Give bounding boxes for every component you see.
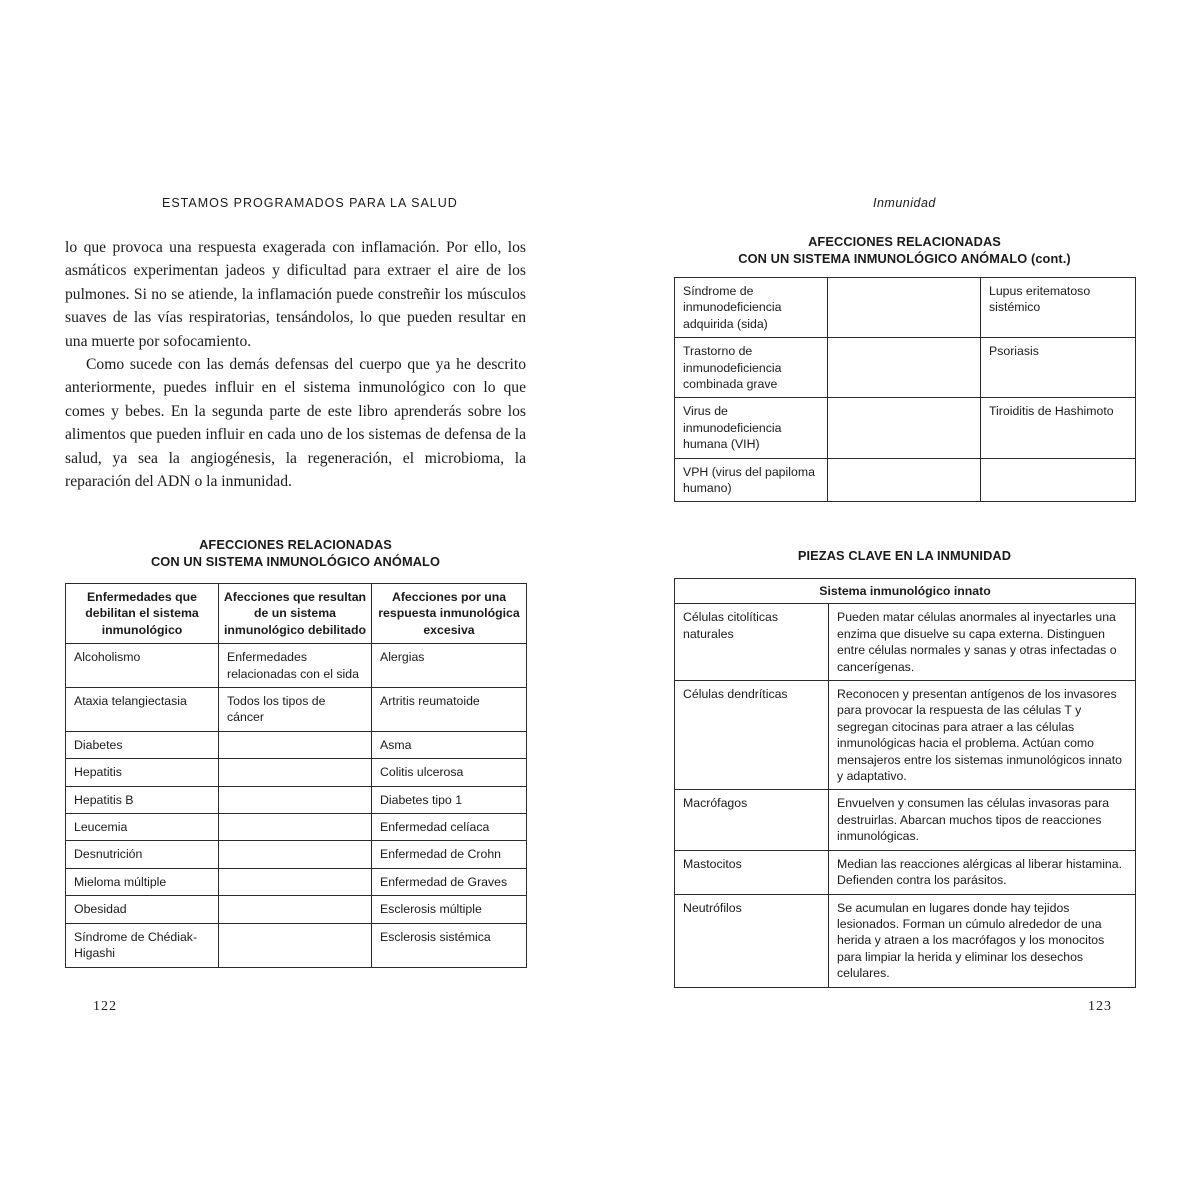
table-header-row xyxy=(675,579,1136,604)
body-text xyxy=(65,236,526,493)
table-row xyxy=(675,458,1136,502)
table-cell xyxy=(828,278,981,338)
table-cell: Esclerosis sistémica xyxy=(372,923,527,967)
right-page xyxy=(600,0,1200,1200)
table-title-key-pieces: PIEZAS CLAVE EN LA INMUNIDAD xyxy=(797,548,1012,563)
table-cell xyxy=(219,786,372,813)
table-cell: Desnutrición xyxy=(66,841,219,868)
table-cell: Psoriasis xyxy=(981,338,1136,398)
table-title-affections-cont xyxy=(674,233,1135,267)
table-cell: Asma xyxy=(372,731,527,758)
table-cell: Células citolíticas naturales xyxy=(675,604,829,681)
table-cell: VPH (virus del papiloma humano) xyxy=(675,458,828,502)
affections-table-cont xyxy=(674,277,1136,502)
header-cell: Afecciones por una respuesta inmunológica excesiva xyxy=(372,584,527,644)
running-head-right: Inmunidad xyxy=(873,196,936,210)
table-header-row xyxy=(66,584,527,644)
paragraph-1: lo que provoca una respuesta exagerada con inflamación. Por ello, los asmáticos experimentan jadeos y dificultad para extraer el aire de los pulmones. Si no se atiende, la inflamación puede constreñir los músculos suaves de las vías respiratorias, tensándolos, lo que pueden resultar en una muerte por sofocamiento. xyxy=(65,239,526,350)
table-title-line-1: AFECCIONES RELACIONADAS xyxy=(808,234,1001,249)
table-row xyxy=(675,894,1136,987)
table-title-affections xyxy=(65,536,526,570)
table-row xyxy=(675,681,1136,790)
table-cell xyxy=(219,868,372,895)
table-row xyxy=(675,278,1136,338)
running-head-left: ESTAMOS PROGRAMADOS PARA LA SALUD xyxy=(162,196,458,210)
header-cell-innate-system: Sistema inmunológico innato xyxy=(675,579,1136,604)
table-cell xyxy=(219,923,372,967)
table-cell: Envuelven y consumen las células invasoras para destruirlas. Abarcan muchos tipos de reacciones inmunológicas. xyxy=(829,790,1136,850)
table-title-line-1: AFECCIONES RELACIONADAS xyxy=(199,537,392,552)
table-row xyxy=(675,604,1136,681)
table-row xyxy=(66,688,527,732)
table-cell: Reconocen y presentan antígenos de los invasores para provocar la respuesta de las células T y segregan citocinas para atraer a las células inmunológicas hacia el problema. Actúan como mensajeros entre los sistemas inmunológicos innato y adaptativo. xyxy=(829,681,1136,790)
table-cell xyxy=(828,338,981,398)
table-cell xyxy=(219,841,372,868)
table-cell: Mieloma múltiple xyxy=(66,868,219,895)
paragraph-2: Como sucede con las demás defensas del cuerpo que ya he descrito anteriormente, puedes influir en el sistema inmunológico con lo que comes y bebes. En la segunda parte de este libro aprenderás sobre los alimentos que pueden influir en cada uno de los sistemas de defensa de la salud, ya sea la angiogénesis, la regeneración, el microbioma, la reparación del ADN o la inmunidad. xyxy=(65,356,526,491)
table-cell xyxy=(219,759,372,786)
table-cell: Células dendríticas xyxy=(675,681,829,790)
table-cell: Alcoholismo xyxy=(66,644,219,688)
header-cell: Afecciones que resultan de un sistema inmunológico debilitado xyxy=(219,584,372,644)
table-cell xyxy=(828,458,981,502)
table-cell: Pueden matar células anormales al inyectarles una enzima que disuelve su capa externa. Distinguen entre células normales y sanas y otras infectadas o cancerígenas. xyxy=(829,604,1136,681)
header-cell: Enfermedades que debilitan el sistema inmunológico xyxy=(66,584,219,644)
table-cell xyxy=(981,458,1136,502)
table-cell: Enfermedad de Crohn xyxy=(372,841,527,868)
table-cell xyxy=(828,398,981,458)
table-row xyxy=(66,868,527,895)
page-number-left: 122 xyxy=(93,999,117,1014)
table-cell xyxy=(219,896,372,923)
table-cell: Tiroiditis de Hashimoto xyxy=(981,398,1136,458)
table-cell xyxy=(219,731,372,758)
table-cell: Diabetes xyxy=(66,731,219,758)
table-cell: Hepatitis xyxy=(66,759,219,786)
table-row xyxy=(675,338,1136,398)
table-cell: Artritis reumatoide xyxy=(372,688,527,732)
table-cell: Neutrófilos xyxy=(675,894,829,987)
table-cell: Virus de inmunodeficiencia humana (VIH) xyxy=(675,398,828,458)
table-cell: Trastorno de inmunodeficiencia combinada grave xyxy=(675,338,828,398)
table-cell: Síndrome de Chédiak-Higashi xyxy=(66,923,219,967)
table-cell: Ataxia telangiectasia xyxy=(66,688,219,732)
table-row xyxy=(66,759,527,786)
table-cell: Obesidad xyxy=(66,896,219,923)
table-cell: Esclerosis múltiple xyxy=(372,896,527,923)
table-cell: Diabetes tipo 1 xyxy=(372,786,527,813)
table-cell: Se acumulan en lugares donde hay tejidos lesionados. Forman un cúmulo alrededor de una herida y atraen a los macrófagos y los monocitos para limpiar la herida y eliminar los desechos celulares. xyxy=(829,894,1136,987)
table-row xyxy=(66,814,527,841)
table-cell: Alergias xyxy=(372,644,527,688)
table-title-line-2: CON UN SISTEMA INMUNOLÓGICO ANÓMALO xyxy=(150,554,441,569)
table-cell: Macrófagos xyxy=(675,790,829,850)
table-row xyxy=(675,850,1136,894)
table-row xyxy=(66,923,527,967)
affections-table xyxy=(65,583,527,968)
table-cell: Todos los tipos de cáncer xyxy=(219,688,372,732)
table-cell: Mastocitos xyxy=(675,850,829,894)
table-cell: Median las reacciones alérgicas al liberar histamina. Defienden contra los parásitos. xyxy=(829,850,1136,894)
table-cell: Enfermedad celíaca xyxy=(372,814,527,841)
table-row xyxy=(675,398,1136,458)
table-cell: Hepatitis B xyxy=(66,786,219,813)
table-cell: Síndrome de inmunodeficiencia adquirida (sida) xyxy=(675,278,828,338)
table-row xyxy=(66,841,527,868)
table-cell: Lupus eritematoso sistémico xyxy=(981,278,1136,338)
key-pieces-table xyxy=(674,578,1136,988)
page-number-right: 123 xyxy=(1088,999,1112,1014)
table-cell xyxy=(219,814,372,841)
table-title-line-2: CON UN SISTEMA INMUNOLÓGICO ANÓMALO (cont.) xyxy=(738,251,1071,266)
table-row xyxy=(66,644,527,688)
table-cell: Colitis ulcerosa xyxy=(372,759,527,786)
table-row xyxy=(66,731,527,758)
table-row xyxy=(66,786,527,813)
table-cell: Enfermedades relacionadas con el sida xyxy=(219,644,372,688)
table-cell: Enfermedad de Graves xyxy=(372,868,527,895)
table-row xyxy=(66,896,527,923)
table-row xyxy=(675,790,1136,850)
table-cell: Leucemia xyxy=(66,814,219,841)
